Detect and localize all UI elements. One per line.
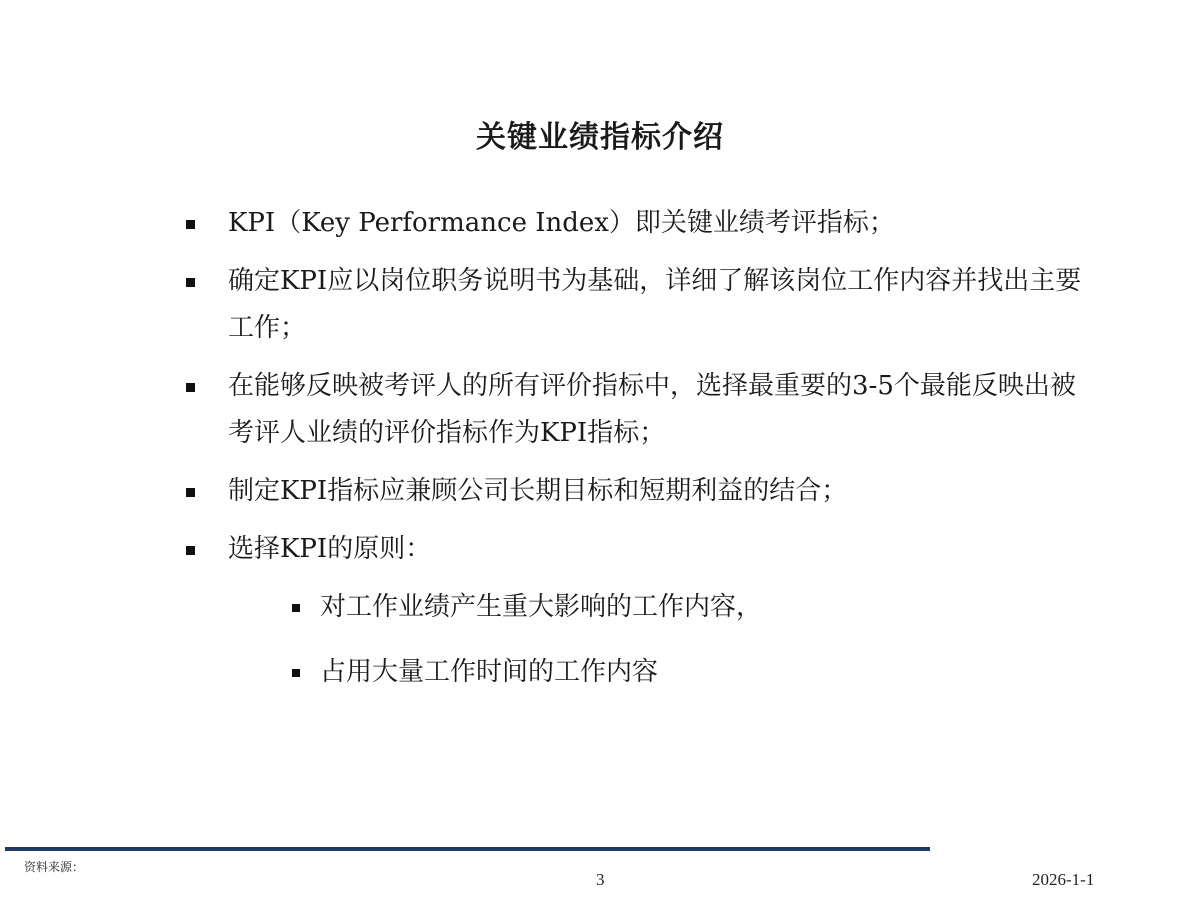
bullet-item bbox=[180, 526, 1090, 573]
square-bullet-icon bbox=[186, 546, 195, 555]
bullet-text: 确定KPI应以岗位职务说明书为基础，详细了解该岗位工作内容并找出主要工作； bbox=[228, 266, 1082, 343]
sub-bullet-item bbox=[180, 649, 1090, 696]
footer-source-label: 资料来源： bbox=[24, 860, 85, 874]
footer-divider bbox=[5, 847, 930, 851]
bullet-item bbox=[180, 258, 1090, 352]
bullet-list bbox=[180, 200, 1090, 714]
bullet-item bbox=[180, 200, 1090, 247]
bullet-text: KPI（Key Performance Index）即关键业绩考评指标； bbox=[228, 208, 895, 238]
square-bullet-icon bbox=[186, 278, 195, 287]
bullet-item bbox=[180, 363, 1090, 457]
square-bullet-icon bbox=[186, 220, 195, 229]
bullet-text: 在能够反映被考评人的所有评价指标中，选择最重要的3-5个最能反映出被考评人业绩的评价指标作为KPI指标； bbox=[228, 371, 1076, 448]
bullet-item bbox=[180, 468, 1090, 515]
bullet-text: 制定KPI指标应兼顾公司长期目标和短期利益的结合； bbox=[228, 476, 848, 506]
square-bullet-icon bbox=[292, 604, 300, 612]
sub-bullet-text: 对工作业绩产生重大影响的工作内容， bbox=[320, 592, 763, 622]
footer-date: 2026-1-1 bbox=[1032, 870, 1095, 889]
bullet-text: 选择KPI的原则： bbox=[228, 534, 432, 564]
sub-bullet-item bbox=[180, 584, 1090, 631]
slide-title: 关键业绩指标介绍 bbox=[476, 120, 724, 155]
square-bullet-icon bbox=[186, 383, 195, 392]
square-bullet-icon bbox=[186, 488, 195, 497]
sub-bullet-text: 占用大量工作时间的工作内容 bbox=[320, 657, 659, 687]
page-number: 3 bbox=[596, 870, 605, 889]
square-bullet-icon bbox=[292, 669, 300, 677]
